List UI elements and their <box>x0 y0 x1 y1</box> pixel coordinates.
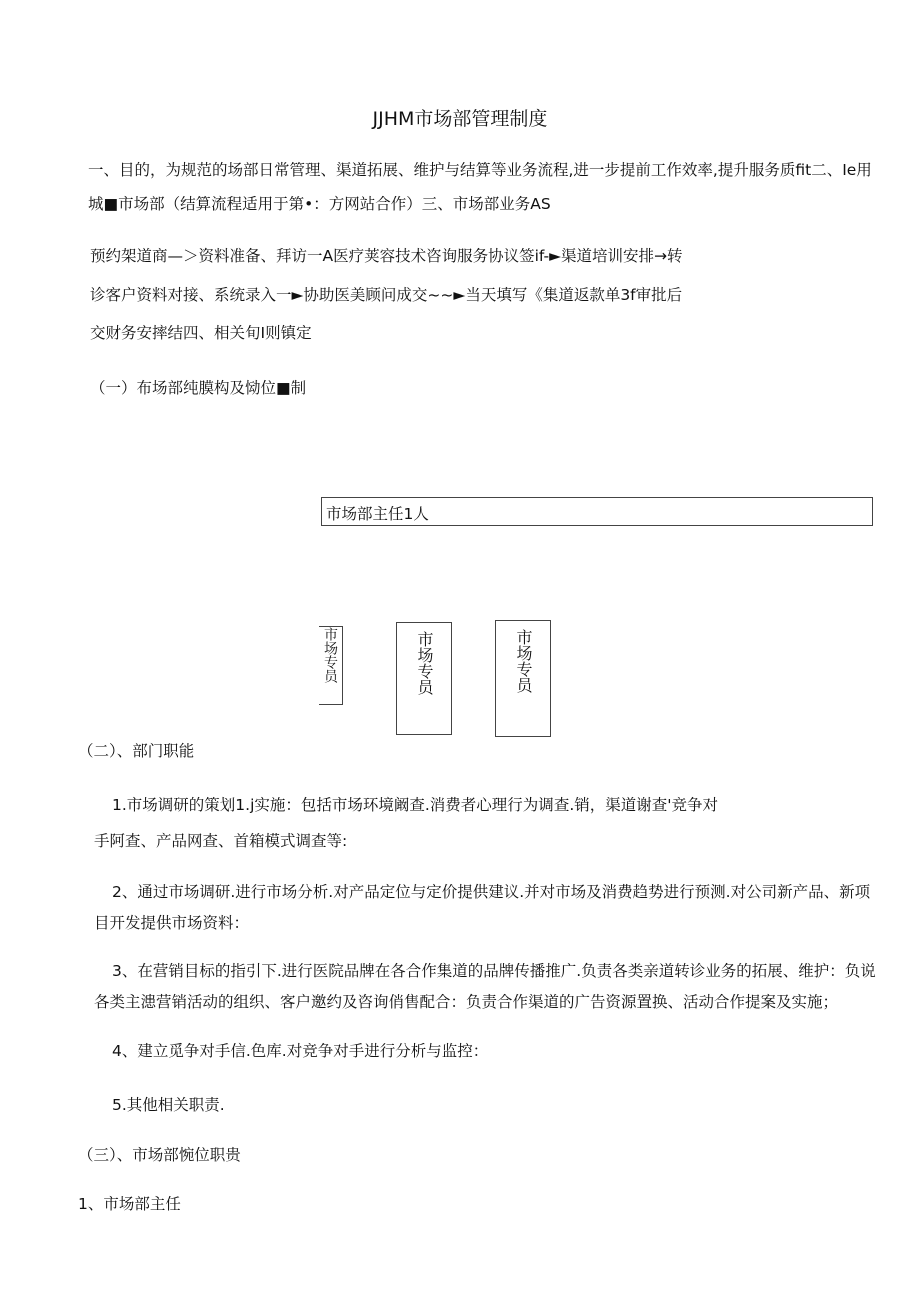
section-functions: （二）、部门职能 <box>78 742 195 760</box>
page-title: JJHM市场部管理制度 <box>372 108 548 130</box>
org-staff-label-small: 市场专员 <box>322 627 338 683</box>
duty-1-line-1: 1.市场调研的策划1.j实施：包括市场环境阚查.消费者心理行为调查.销，渠道谢查'竞争对 <box>112 796 719 814</box>
duty-2-line-2: 目开发提供市场资料： <box>94 914 250 932</box>
org-head-label: 市场部主任1人 <box>326 505 429 523</box>
org-staff-box-1 <box>396 622 452 735</box>
org-staff-label-2: 市场专员 <box>514 629 533 693</box>
section-positions: （三）、市场部惋位职贵 <box>78 1146 241 1164</box>
section-org-structure: （一）布场部纯膜构及恸位■制 <box>90 379 307 397</box>
flow-line-3: 交财务安摔结四、相关旬I则镇定 <box>90 324 312 342</box>
duty-3-line-2: 各类主漶营销活动的组织、客户邀约及咨询俏售配合：负责合作渠道的广告资源置换、活动合作提案及实施； <box>94 993 839 1011</box>
duty-4: 4、建立觅争对手信.色库.对竞争对手进行分析与监控： <box>112 1042 489 1060</box>
intro-line-1: 一、目的，为规范的场部日常管理、渠道拓展、维护与结算等业务流程,进一步提前工作效率,提升服务质fit二、Ie用 <box>88 161 872 179</box>
org-staff-label-1: 市场专员 <box>415 631 434 695</box>
duty-5: 5.其他相关职责. <box>112 1096 225 1114</box>
org-staff-box-2 <box>495 620 551 737</box>
duty-1-line-2: 手阿查、产品网查、首箱模式调查等: <box>94 832 348 850</box>
org-head-box <box>321 497 873 526</box>
duty-2-line-1: 2、通过市场调研.进行市场分析.对产品定位与定价提供建议.并对市场及消费趋势进行预测.对公司新产品、新项 <box>112 883 871 901</box>
duty-3-line-1: 3、在营销目标的指引下.进行医院品牌在各合作集道的品牌传播推广.负责各类亲道转诊业务的拓展、维护：负说 <box>112 962 876 980</box>
org-staff-box-small <box>319 626 343 705</box>
intro-line-2: 城■市场部（结算流程适用于第•：方网站合作）三、市场部业务AS <box>88 195 551 213</box>
flow-line-1: 预约架道商—＞资料准备、拜访一A医疗荚容技术咨询服务协议签if-►渠道培训安排→转 <box>90 247 683 265</box>
role-1-heading: 1、市场部主任 <box>78 1195 181 1213</box>
flow-line-2: 诊客户资料对接、系统录入一►协助医美顾问成交~~►当天填写《集道返款单3f审批后 <box>90 286 683 304</box>
